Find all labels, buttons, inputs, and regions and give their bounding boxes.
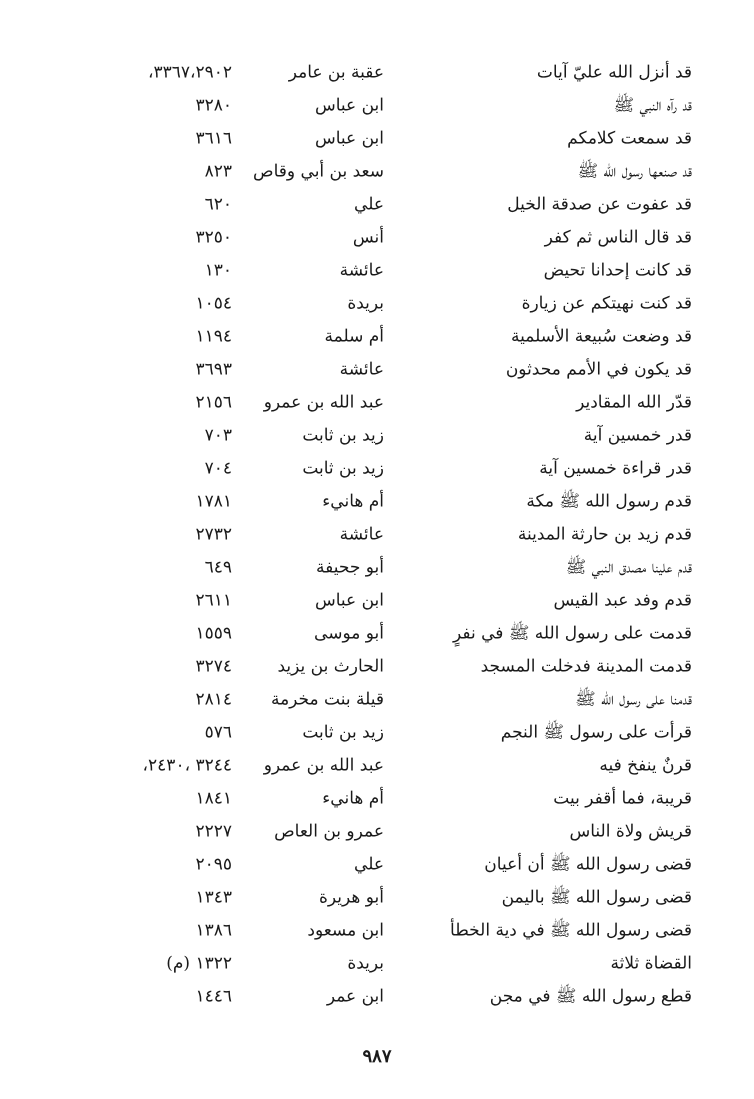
hadith-numbers: ٢٧٣٢ <box>195 524 232 544</box>
hadith-phrase: قدر قراءة خمسين آية <box>539 458 692 478</box>
hadith-numbers: ١٧٨١ <box>195 491 232 511</box>
narrator-name: أبو هريرة <box>318 887 384 907</box>
hadith-phrase: قضى رسول الله ﷺ في دية الخطأ <box>450 920 692 940</box>
narrator-name: ابن عباس <box>314 95 384 115</box>
index-row <box>0 551 754 584</box>
hadith-phrase: قدر خمسين آية <box>583 425 692 445</box>
hadith-numbers: ٢٦١١ <box>195 590 232 610</box>
hadith-numbers: ٣٢٧٤ <box>195 656 232 676</box>
index-row <box>0 815 754 848</box>
index-row <box>0 947 754 980</box>
index-row <box>0 122 754 155</box>
hadith-phrase: قد كانت إحدانا تحيض <box>543 260 692 280</box>
hadith-phrase: قد كنت نهيتكم عن زيارة <box>521 293 692 313</box>
hadith-index-table <box>0 56 754 1013</box>
hadith-numbers: ١٣٨٦ <box>195 920 232 940</box>
hadith-numbers: ٢٢٢٧ <box>195 821 232 841</box>
index-row <box>0 584 754 617</box>
hadith-phrase: قدمت المدينة فدخلت المسجد <box>480 656 692 676</box>
narrator-name: ابن عباس <box>314 590 384 610</box>
hadith-numbers: ٦٢٠ <box>204 194 232 214</box>
hadith-numbers: ٣٣٦٧،٢٩٠٢، <box>147 62 232 82</box>
hadith-phrase: قدم رسول الله ﷺ مكة <box>526 491 692 511</box>
narrator-name: زيد بن ثابت <box>302 458 384 478</box>
hadith-numbers: ٥٧٦ <box>204 722 232 742</box>
index-row <box>0 221 754 254</box>
index-row <box>0 518 754 551</box>
hadith-phrase: قدم زيد بن حارثة المدينة <box>517 524 692 544</box>
hadith-phrase: قطع رسول الله ﷺ في مجن <box>489 986 692 1006</box>
narrator-name: الحارث بن يزيد <box>277 656 384 676</box>
hadith-numbers: ٣٦١٦ <box>195 128 232 148</box>
index-row <box>0 452 754 485</box>
index-row <box>0 749 754 782</box>
index-row <box>0 914 754 947</box>
hadith-phrase: قضى رسول الله ﷺ باليمن <box>501 887 692 907</box>
hadith-phrase: قدم وفد عبد القيس <box>553 590 692 610</box>
narrator-name: عبد الله بن عمرو <box>263 392 384 412</box>
narrator-name: ابن عباس <box>314 128 384 148</box>
narrator-name: أم هانيء <box>322 491 384 511</box>
page-number: ٩٨٧ <box>362 1046 392 1067</box>
index-row <box>0 386 754 419</box>
index-row <box>0 716 754 749</box>
index-row <box>0 320 754 353</box>
hadith-phrase: قد يكون في الأمم محدثون <box>505 359 692 379</box>
hadith-phrase: قد صنعها رسول الله ﷺ <box>577 161 692 181</box>
hadith-numbers: ١٥٥٩ <box>195 623 232 643</box>
narrator-name: سعد بن أبي وقاص <box>253 161 384 181</box>
narrator-name: قيلة بنت مخرمة <box>270 689 384 709</box>
hadith-phrase: قريش ولاة الناس <box>569 821 692 841</box>
hadith-numbers: ٣٢٤٤ ،٢٤٣٠، <box>142 755 232 775</box>
narrator-name: أنس <box>352 227 384 247</box>
hadith-numbers: ٢٨١٤ <box>195 689 232 709</box>
hadith-phrase: قدمنا على رسول الله ﷺ <box>575 689 692 709</box>
hadith-phrase: القضاة ثلاثة <box>610 953 692 973</box>
index-row <box>0 353 754 386</box>
narrator-name: بريدة <box>347 953 384 973</box>
index-row <box>0 155 754 188</box>
hadith-numbers: ٧٠٣ <box>204 425 232 445</box>
hadith-phrase: قدم علينا مصدق النبي ﷺ <box>565 557 692 577</box>
index-row <box>0 287 754 320</box>
hadith-numbers: ١٤٤٦ <box>195 986 232 1006</box>
hadith-numbers: ٣٢٥٠ <box>195 227 232 247</box>
narrator-name: عقبة بن عامر <box>288 62 384 82</box>
hadith-phrase: قرأت على رسول ﷺ النجم <box>500 722 692 742</box>
hadith-numbers: ١٠٥٤ <box>195 293 232 313</box>
narrator-name: أم هانيء <box>322 788 384 808</box>
hadith-phrase: قد وضعت سُبيعة الأسلمية <box>511 326 692 346</box>
narrator-name: عائشة <box>339 524 384 544</box>
index-row <box>0 848 754 881</box>
hadith-numbers: ٧٠٤ <box>204 458 232 478</box>
narrator-name: أبو جحيفة <box>316 557 384 577</box>
narrator-name: عمرو بن العاص <box>274 821 384 841</box>
index-row <box>0 56 754 89</box>
hadith-phrase: قريبة، فما أقفر بيت <box>553 788 692 808</box>
index-row <box>0 980 754 1013</box>
narrator-name: عائشة <box>339 359 384 379</box>
hadith-phrase: قرنٌ ينفخ فيه <box>599 755 692 775</box>
hadith-numbers: ٢٠٩٥ <box>195 854 232 874</box>
index-row <box>0 617 754 650</box>
hadith-phrase: قد رآه النبي ﷺ <box>613 95 692 115</box>
hadith-numbers: ٣٦٩٣ <box>195 359 232 379</box>
narrator-name: علي <box>354 854 384 874</box>
hadith-numbers: ١٣٤٣ <box>195 887 232 907</box>
narrator-name: زيد بن ثابت <box>302 722 384 742</box>
narrator-name: ابن مسعود <box>307 920 384 940</box>
hadith-numbers: ٣٢٨٠ <box>195 95 232 115</box>
narrator-name: علي <box>354 194 384 214</box>
hadith-phrase: قد سمعت كلامكم <box>567 128 692 148</box>
hadith-numbers: ١٣٢٢ (م) <box>166 953 232 973</box>
narrator-name: زيد بن ثابت <box>302 425 384 445</box>
index-row <box>0 485 754 518</box>
narrator-name: بريدة <box>347 293 384 313</box>
hadith-numbers: ١٨٤١ <box>195 788 232 808</box>
narrator-name: أم سلمة <box>324 326 384 346</box>
index-row <box>0 419 754 452</box>
index-row <box>0 782 754 815</box>
hadith-numbers: ٦٤٩ <box>204 557 232 577</box>
hadith-phrase: قد قال الناس ثم كفر <box>544 227 692 247</box>
index-row <box>0 254 754 287</box>
index-row <box>0 683 754 716</box>
index-row <box>0 188 754 221</box>
index-row <box>0 881 754 914</box>
hadith-numbers: ١١٩٤ <box>195 326 232 346</box>
hadith-numbers: ٨٢٣ <box>204 161 232 181</box>
narrator-name: ابن عمر <box>326 986 384 1006</box>
hadith-phrase: قد عفوت عن صدقة الخيل <box>507 194 692 214</box>
hadith-phrase: قد أنزل الله عليّ آيات <box>536 62 692 82</box>
narrator-name: أبو موسى <box>314 623 384 643</box>
hadith-phrase: قدّر الله المقادير <box>576 392 692 412</box>
hadith-numbers: ١٣٠ <box>204 260 232 280</box>
hadith-phrase: قدمت على رسول الله ﷺ في نفرٍ <box>453 623 692 643</box>
hadith-phrase: قضى رسول الله ﷺ أن أعيان <box>484 854 692 874</box>
narrator-name: عبد الله بن عمرو <box>263 755 384 775</box>
index-row <box>0 89 754 122</box>
hadith-numbers: ٢١٥٦ <box>195 392 232 412</box>
index-row <box>0 650 754 683</box>
narrator-name: عائشة <box>339 260 384 280</box>
